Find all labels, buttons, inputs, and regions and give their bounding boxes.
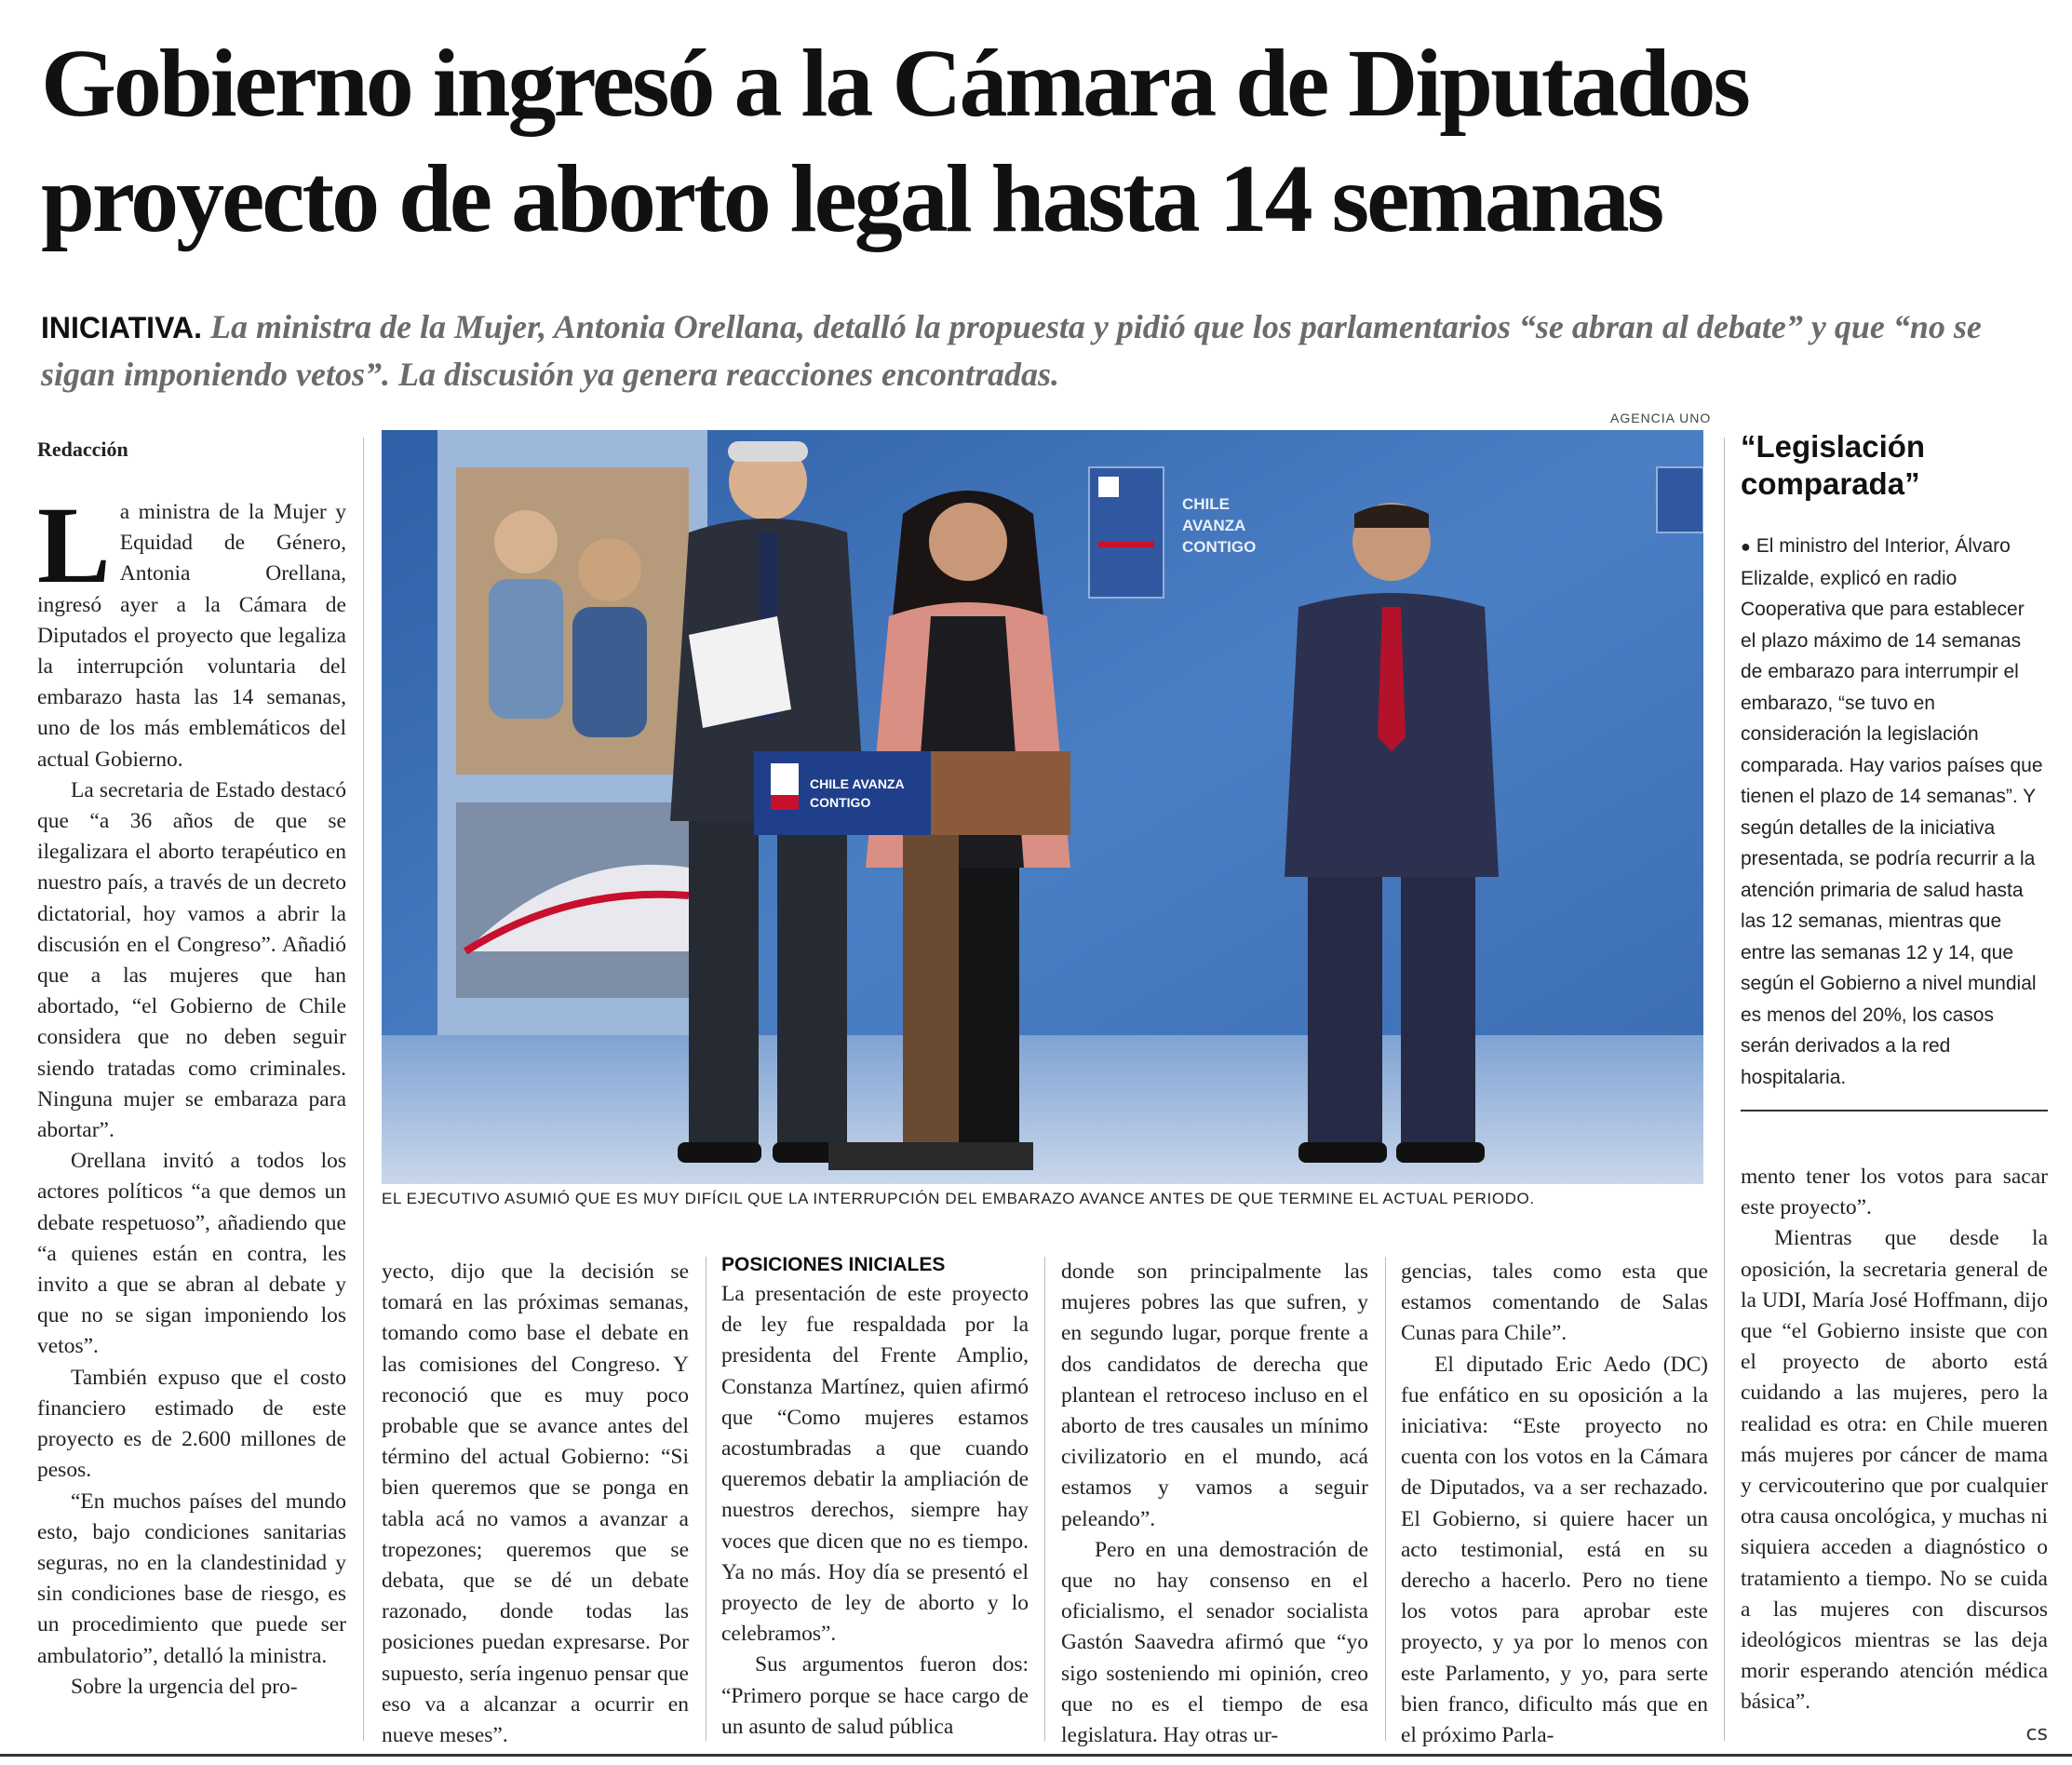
paragraph: gencias, tales como esta que estamos comentando de Salas Cunas para Chile”.: [1401, 1260, 1708, 1346]
headline-line-1: Gobierno ingresó a la Cámara de Diputados: [41, 30, 1748, 137]
column-divider: [363, 438, 364, 1741]
article-column-3: [721, 1251, 1029, 1743]
paragraph: Orellana invitó a todos los actores políticos “a que demos un debate respetuoso”, añadiendo que “a quienes están en contra, les invito a que se abran al debate y que no se sigan imponiendo los vetos”.: [37, 1149, 346, 1359]
paragraph: donde son principalmente las mujeres pobres las que sufren, y en segundo lugar, porque frente a dos candidatos de derecha que plantean el retroceso incluso en el aborto de tres causales un mínimo civilizatorio en el mundo, acá estamos y vamos a seguir peleando”.: [1061, 1260, 1368, 1531]
sidebar-text: El ministro del Interior, Álvaro Elizalde, explicó en radio Cooperativa que para establecer el plazo máximo de 14 semanas de embarazo para interrumpir el embarazo, “se tuvo en consideración la legislación comparada. Hay varios países que tienen el plazo de 14 semanas”. Y según detalles de la iniciativa presentada, se podría recurrir a la atención primaria de salud hasta las 12 semanas, mientras que entre las semanas 12 y 14, que según el Gobierno a nivel mundial es menos del 20%, los casos serán derivados a la red hospitalaria.: [1741, 535, 2043, 1088]
page-bottom-rule: [0, 1754, 2072, 1757]
paragraph: La secretaria de Estado destacó que “a 36 años de que se ilegalizara el aborto terapéutico en nuestro país, a través de un decreto dictatorial, hoy vamos a abrir la discusión en el Congreso”. Añadió que a las mujeres que han abortado, “el Gobierno de Chile considera que no deben seguir siendo tratadas como criminales. Ninguna mujer se embaraza para abortar”.: [37, 777, 346, 1143]
press-conference-illustration: [382, 430, 1703, 1184]
article-column-2: [382, 1257, 689, 1751]
paragraph: mento tener los votos para sacar este proyecto”.: [1741, 1165, 2048, 1220]
podium-slogan: CHILE AVANZA: [810, 776, 905, 791]
paragraph: Sobre la urgencia del pro-: [71, 1674, 298, 1699]
news-photo: [382, 430, 1703, 1184]
photo-credit: AGENCIA UNO: [1610, 411, 1712, 425]
paragraph: yecto, dijo que la decisión se tomará en las próximas semanas, tomando como base el debate en las comisiones del Congreso. Y reconoció que es muy poco probable que se avance antes del término del actual Gobierno: “Si bien queremos que se ponga en tabla acá no vamos a avanzar a tropezones; queremos que se debata, que se dé un debate razonado, donde todas las posiciones puedan expresarse. Por supuesto, sería ingenuo pensar que eso va a alcanzar a ocurrir en nueve meses”.: [382, 1260, 689, 1748]
lead-text: La ministra de la Mujer, Antonia Orellana, detalló la propuesta y pidió que los parlamentarios “se abran al debate” y que “no se sigan imponiendo vetos”. La discusión ya genera reacciones encontradas.: [41, 308, 1982, 393]
article-column-4: [1061, 1257, 1368, 1751]
svg-text:CONTIGO: CONTIGO: [810, 795, 871, 810]
paragraph: El diputado Eric Aedo (DC) fue enfático en su oposición a la iniciativa: “Este proyecto no cuenta con los votos en la Cámara de Diputados, va a ser rechazado. El Gobierno, si quiere hacer un acto testimonial, está en su derecho a hacerlo. Pero no tiene los votos para aprobar este proyecto, y ya por lo menos con este Parlamento, y yo, para serte bien franco, dificulto más que en el próximo Parla-: [1401, 1352, 1708, 1748]
paragraph: “En muchos países del mundo esto, bajo condiciones sanitarias seguras, no en la clandestinidad y sin condiciones base de riesgo, es un procedimiento que puede ser ambulatorio”, detalló la ministra.: [37, 1489, 346, 1668]
article-column-5: [1401, 1257, 1708, 1751]
sidebar-title: “Legislación comparada”: [1741, 429, 1926, 501]
article-column-1: [37, 484, 346, 1703]
column-divider: [1385, 1257, 1386, 1741]
lead-kicker: INICIATIVA.: [41, 311, 203, 344]
paragraph: También expuso que el costo financiero estimado de este proyecto es de 2.600 millones de pesos.: [37, 1365, 346, 1483]
bullet-icon: ●: [1741, 537, 1751, 556]
lead-paragraph: [41, 303, 2042, 397]
backdrop-slogan-line-2: AVANZA: [1182, 517, 1246, 534]
article-column-6: [1741, 1162, 2048, 1749]
paragraph: Sus argumentos fueron dos: “Primero porque se hace cargo de un asunto de salud pública: [721, 1652, 1029, 1739]
paragraph: La presentación de este proyecto de ley fue respaldada por la presidenta del Frente Amplio, Constanza Martínez, quien afirmó que “Como mujeres estamos acostumbradas a que cuando queremos debatir la ampliación de nuestros derechos, siempre hay voces que dicen que no es tiempo. Ya no más. Hoy día se presentó el proyecto de ley de aborto y lo celebramos”.: [721, 1282, 1029, 1647]
paragraph: La ministra de la Mujer y Equidad de Género, Antonia Orellana, ingresó ayer a la Cámara de Diputados el proyecto que legaliza la interrupción voluntaria del embarazo hasta las 14 semanas, uno de los más emblemáticos del actual Gobierno.: [37, 484, 346, 772]
byline: Redacción: [37, 438, 128, 461]
headline-line-2: proyecto de aborto legal hasta 14 semanas: [41, 145, 1662, 252]
end-mark-icon: cs: [2025, 1721, 2048, 1745]
backdrop-slogan-line-1: CHILE: [1182, 495, 1230, 513]
sidebar-rule: [1741, 1110, 2048, 1112]
headline: [41, 26, 2042, 257]
paragraph: Pero en una demostración de que no hay consenso en el oficialismo, el senador socialista Gastón Saavedra afirmó que “yo sigo sosteniendo mi opinión, creo que no es el tiempo de esa legislatura. Hay otras ur-: [1061, 1537, 1368, 1748]
column-divider: [1724, 438, 1725, 1741]
backdrop-slogan-line-3: CONTIGO: [1182, 538, 1257, 556]
photo-caption: EL EJECUTIVO ASUMIÓ QUE ES MUY DIFÍCIL QUE LA INTERRUPCIÓN DEL EMBARAZO AVANCE ANTES DE QUE TERMINE EL ACTUAL PERIODO.: [382, 1190, 1535, 1207]
drop-cap: L: [37, 484, 111, 606]
sidebar-body: [1741, 531, 2043, 1093]
column-divider: [1044, 1257, 1045, 1741]
paragraph: Mientras que desde la oposición, la secretaria general de la UDI, María José Hoffmann, dijo que “el Gobierno insiste que con el proyecto de aborto está cuidando a las mujeres, pero la realidad es otra: en Chile mueren más mujeres por cáncer de mama y cervicouterino que por cualquier otra causa oncológica, y muchas ni siquiera acceden a diagnóstico o tratamiento a tiempo. No se cuida a las mujeres con discursos ideológicos mientras se las deja morir esperando atención médica básica”.: [1741, 1226, 2048, 1715]
subheading: POSICIONES INICIALES: [721, 1254, 946, 1275]
